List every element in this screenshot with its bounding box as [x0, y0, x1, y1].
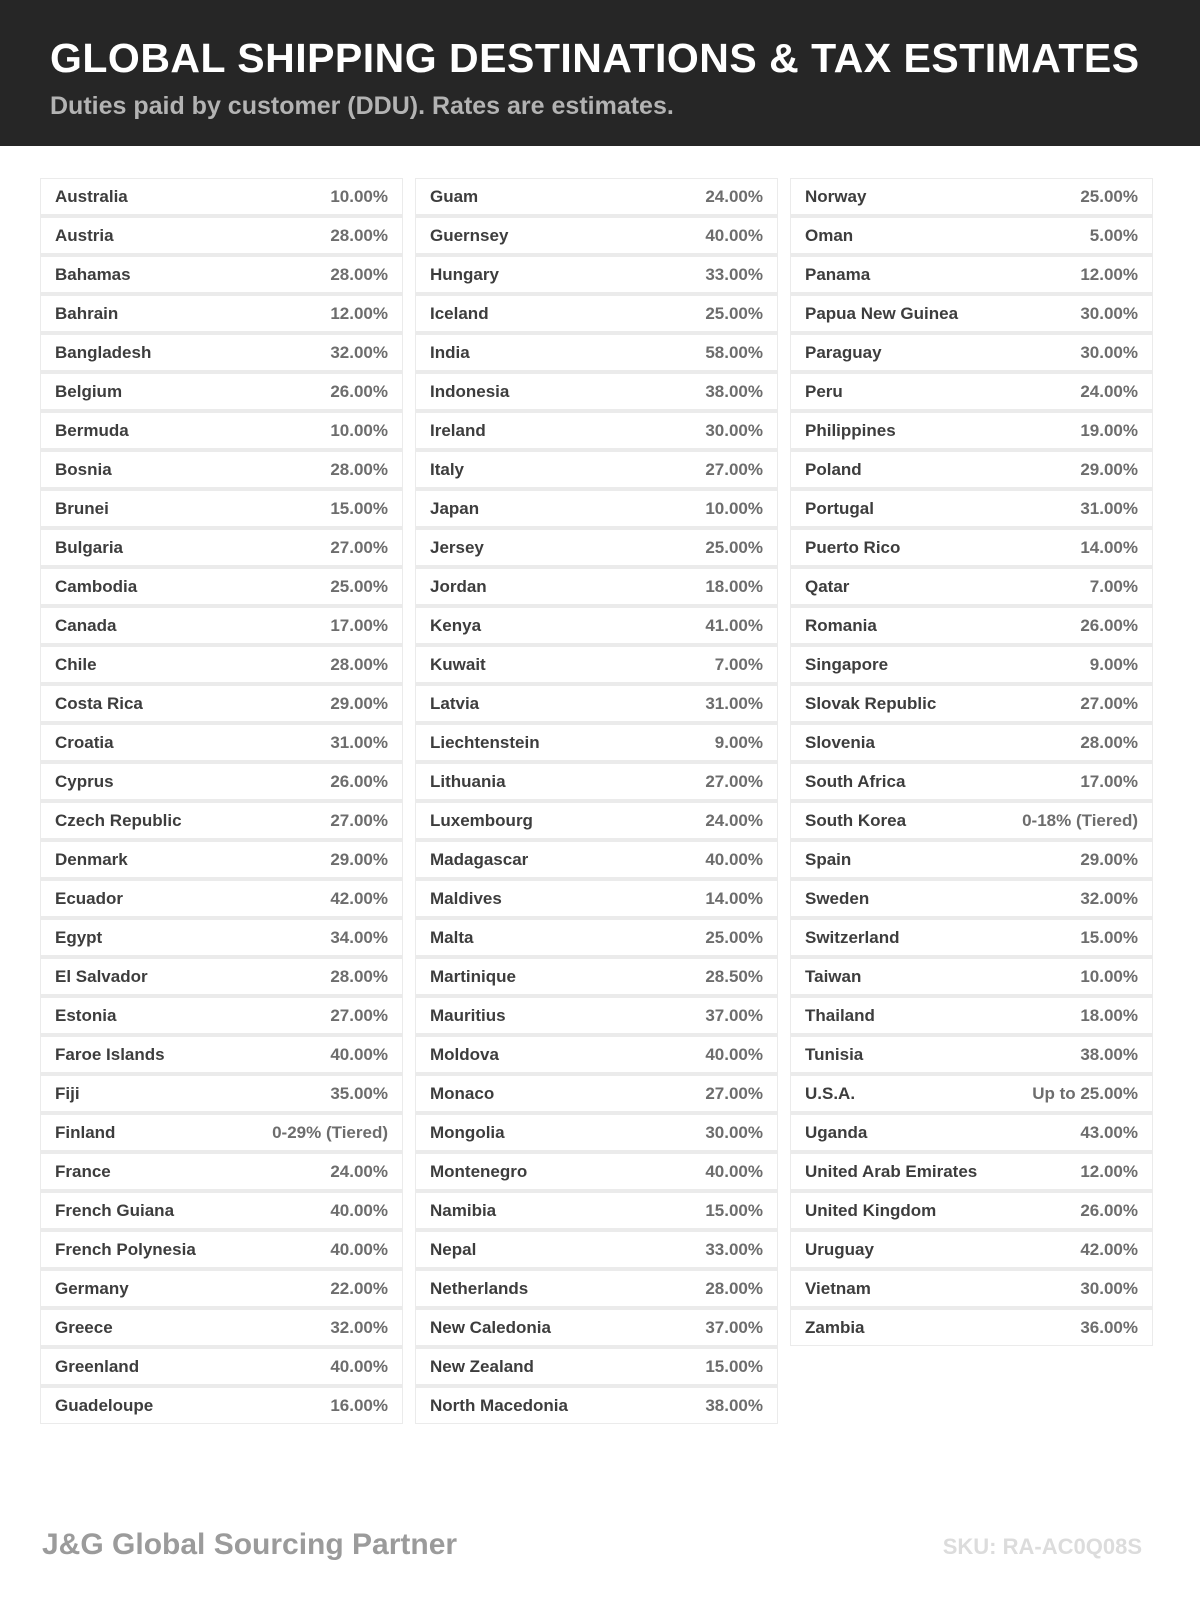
table-row — [41, 1076, 402, 1111]
tax-rate-value: 9.00% — [714, 732, 763, 752]
tax-rate-value: 31.00% — [330, 732, 388, 752]
tax-rate-value: 40.00% — [330, 1200, 388, 1220]
country-name: Finland — [55, 1122, 116, 1142]
tax-rate-value: 17.00% — [330, 615, 388, 635]
country-name: Switzerland — [805, 927, 900, 947]
tax-rate-value: 25.00% — [705, 303, 763, 323]
table-row — [416, 1271, 777, 1306]
table-row — [416, 647, 777, 682]
country-name: Zambia — [805, 1317, 865, 1337]
table-row — [416, 218, 777, 253]
page-subtitle: Duties paid by customer (DDU). Rates are estimates. — [50, 92, 674, 120]
table-row — [416, 413, 777, 448]
tax-rate-value: 26.00% — [330, 771, 388, 791]
table-row — [416, 1349, 777, 1384]
tax-rate-value: 29.00% — [330, 693, 388, 713]
tax-rate-value: 41.00% — [705, 615, 763, 635]
tax-rate-value: 38.00% — [705, 1395, 763, 1415]
tax-rate-value: 40.00% — [705, 225, 763, 245]
tax-rate-value: 32.00% — [330, 1317, 388, 1337]
tax-rate-value: 30.00% — [1080, 303, 1138, 323]
tax-rate-value: 26.00% — [1080, 1200, 1138, 1220]
tax-rate-value: 58.00% — [705, 342, 763, 362]
tax-rate-value: 12.00% — [1080, 264, 1138, 284]
table-row — [41, 1349, 402, 1384]
table-row — [416, 1037, 777, 1072]
country-name: New Caledonia — [430, 1317, 551, 1337]
country-name: Mongolia — [430, 1122, 505, 1142]
tax-rate-value: 22.00% — [330, 1278, 388, 1298]
table-row — [416, 1076, 777, 1111]
country-name: French Guiana — [55, 1200, 175, 1220]
tax-rate-value: 31.00% — [1080, 498, 1138, 518]
country-name: Bulgaria — [55, 537, 124, 557]
country-name: Romania — [805, 615, 877, 635]
country-name: Paraguay — [805, 342, 882, 362]
table-row — [416, 1154, 777, 1189]
tax-rate-value: 24.00% — [705, 186, 763, 206]
country-name: Slovak Republic — [805, 693, 937, 713]
tax-rate-value: 15.00% — [1080, 927, 1138, 947]
table-row — [416, 374, 777, 409]
country-name: Bosnia — [55, 459, 112, 479]
country-name: Bermuda — [55, 420, 129, 440]
page-title: GLOBAL SHIPPING DESTINATIONS & TAX ESTIMATES — [50, 35, 1140, 81]
country-name: Namibia — [430, 1200, 497, 1220]
table-row — [41, 1388, 402, 1423]
country-name: Kenya — [430, 615, 482, 635]
table-row — [791, 530, 1152, 565]
tax-rate-table — [0, 178, 1200, 1424]
country-name: Bangladesh — [55, 342, 152, 362]
country-name: Jordan — [430, 576, 487, 596]
tax-rate-value: 7.00% — [1089, 576, 1138, 596]
tax-rate-value: 40.00% — [705, 1161, 763, 1181]
tax-rate-value: 26.00% — [330, 381, 388, 401]
page-footer — [0, 1528, 1200, 1562]
table-row — [41, 1193, 402, 1228]
table-row — [41, 296, 402, 331]
tax-rate-value: 17.00% — [1080, 771, 1138, 791]
tax-rate-value: 12.00% — [1080, 1161, 1138, 1181]
country-name: Uruguay — [805, 1239, 874, 1259]
country-name: Nepal — [430, 1239, 477, 1259]
table-row — [791, 1076, 1152, 1111]
table-row — [416, 1193, 777, 1228]
tax-rate-value: 40.00% — [330, 1356, 388, 1376]
country-name: Norway — [805, 186, 867, 206]
tax-rate-value: 19.00% — [1080, 420, 1138, 440]
table-row — [416, 569, 777, 604]
country-name: Greece — [55, 1317, 113, 1337]
country-name: Cyprus — [55, 771, 114, 791]
country-name: Malta — [430, 927, 474, 947]
country-name: Estonia — [55, 1005, 117, 1025]
tax-rate-value: 40.00% — [330, 1239, 388, 1259]
table-row — [416, 803, 777, 838]
table-row — [416, 686, 777, 721]
table-row — [791, 764, 1152, 799]
country-name: United Arab Emirates — [805, 1161, 978, 1181]
tax-rate-value: 15.00% — [705, 1200, 763, 1220]
country-name: Luxembourg — [430, 810, 533, 830]
country-name: Moldova — [430, 1044, 499, 1064]
tax-rate-value: 27.00% — [705, 459, 763, 479]
country-name: Guadeloupe — [55, 1395, 154, 1415]
country-name: Bahrain — [55, 303, 119, 323]
tax-rate-value: 32.00% — [1080, 888, 1138, 908]
table-row — [791, 725, 1152, 760]
tax-rate-value: 5.00% — [1089, 225, 1138, 245]
country-name: France — [55, 1161, 111, 1181]
table-row — [41, 218, 402, 253]
tax-rate-value: 35.00% — [330, 1083, 388, 1103]
country-name: Germany — [55, 1278, 129, 1298]
table-row — [416, 1388, 777, 1423]
table-column-3 — [790, 178, 1153, 1346]
tax-rate-value: 37.00% — [705, 1005, 763, 1025]
table-row — [41, 725, 402, 760]
tax-rate-value: 25.00% — [1080, 186, 1138, 206]
country-name: Maldives — [430, 888, 502, 908]
table-row — [791, 218, 1152, 253]
country-name: Cambodia — [55, 576, 138, 596]
table-row — [791, 452, 1152, 487]
table-row — [791, 647, 1152, 682]
table-row — [41, 1115, 402, 1150]
tax-rate-value: Up to 25.00% — [1032, 1083, 1138, 1103]
country-name: Iceland — [430, 303, 489, 323]
tax-rate-value: 15.00% — [330, 498, 388, 518]
country-name: Kuwait — [430, 654, 486, 674]
tax-rate-value: 29.00% — [1080, 849, 1138, 869]
table-row — [791, 179, 1152, 214]
tax-rate-value: 30.00% — [705, 420, 763, 440]
table-row — [791, 959, 1152, 994]
tax-rate-value: 32.00% — [330, 342, 388, 362]
table-row — [416, 452, 777, 487]
tax-rate-value: 7.00% — [714, 654, 763, 674]
country-name: Egypt — [55, 927, 103, 947]
tax-rate-value: 9.00% — [1089, 654, 1138, 674]
sku-label: SKU: RA-AC0Q08S — [942, 1534, 1142, 1559]
tax-rate-value: 28.00% — [330, 225, 388, 245]
country-name: Latvia — [430, 693, 480, 713]
country-name: Guernsey — [430, 225, 509, 245]
tax-rate-value: 34.00% — [330, 927, 388, 947]
country-name: Portugal — [805, 498, 874, 518]
country-name: Madagascar — [430, 849, 529, 869]
tax-rate-value: 27.00% — [705, 1083, 763, 1103]
tax-rate-value: 38.00% — [1080, 1044, 1138, 1064]
tax-rate-value: 10.00% — [1080, 966, 1138, 986]
tax-rate-value: 12.00% — [330, 303, 388, 323]
country-name: Japan — [430, 498, 480, 518]
tax-rate-value: 28.00% — [330, 264, 388, 284]
country-name: New Zealand — [430, 1356, 534, 1376]
table-row — [41, 374, 402, 409]
country-name: Panama — [805, 264, 871, 284]
table-row — [791, 374, 1152, 409]
country-name: Czech Republic — [55, 810, 182, 830]
country-name: Monaco — [430, 1083, 495, 1103]
tax-rate-value: 38.00% — [705, 381, 763, 401]
table-row — [791, 1115, 1152, 1150]
tax-rate-value: 24.00% — [705, 810, 763, 830]
country-name: Qatar — [805, 576, 850, 596]
tax-rate-value: 24.00% — [1080, 381, 1138, 401]
tax-rate-value: 14.00% — [705, 888, 763, 908]
tax-rate-value: 25.00% — [705, 537, 763, 557]
table-row — [416, 881, 777, 916]
table-row — [41, 413, 402, 448]
country-name: Puerto Rico — [805, 537, 901, 557]
country-name: U.S.A. — [805, 1083, 856, 1103]
table-row — [791, 491, 1152, 526]
table-row — [791, 569, 1152, 604]
country-name: Singapore — [805, 654, 889, 674]
country-name: Ecuador — [55, 888, 124, 908]
country-name: South Korea — [805, 810, 907, 830]
table-row — [791, 1193, 1152, 1228]
country-name: Denmark — [55, 849, 128, 869]
brand-name: J&G Global Sourcing Partner — [42, 1528, 458, 1561]
country-name: India — [430, 342, 470, 362]
tax-rate-value: 30.00% — [1080, 342, 1138, 362]
tax-rate-value: 28.50% — [705, 966, 763, 986]
tax-rate-value: 18.00% — [1080, 1005, 1138, 1025]
table-row — [416, 530, 777, 565]
country-name: Vietnam — [805, 1278, 871, 1298]
table-row — [41, 1310, 402, 1345]
country-name: Poland — [805, 459, 862, 479]
country-name: Jersey — [430, 537, 484, 557]
table-row — [41, 1154, 402, 1189]
table-row — [41, 842, 402, 877]
tax-rate-value: 25.00% — [705, 927, 763, 947]
tax-rate-value: 27.00% — [330, 537, 388, 557]
tax-rate-value: 24.00% — [330, 1161, 388, 1181]
table-row — [41, 257, 402, 292]
tax-rate-value: 42.00% — [330, 888, 388, 908]
tax-rate-value: 15.00% — [705, 1356, 763, 1376]
country-name: Netherlands — [430, 1278, 529, 1298]
table-row — [416, 491, 777, 526]
table-row — [41, 881, 402, 916]
country-name: Brunei — [55, 498, 109, 518]
country-name: Oman — [805, 225, 854, 245]
tax-rate-value: 29.00% — [1080, 459, 1138, 479]
tax-rate-value: 25.00% — [330, 576, 388, 596]
table-row — [416, 1115, 777, 1150]
table-row — [41, 764, 402, 799]
tax-rate-value: 42.00% — [1080, 1239, 1138, 1259]
tax-rate-value: 28.00% — [330, 459, 388, 479]
tax-rate-value: 28.00% — [330, 654, 388, 674]
country-name: Peru — [805, 381, 843, 401]
tax-rate-value: 40.00% — [705, 849, 763, 869]
country-name: El Salvador — [55, 966, 148, 986]
table-row — [791, 1271, 1152, 1306]
country-name: Philippines — [805, 420, 896, 440]
country-name: Ireland — [430, 420, 486, 440]
table-row — [791, 881, 1152, 916]
country-name: Bahamas — [55, 264, 131, 284]
country-name: Fiji — [55, 1083, 80, 1103]
tax-rate-value: 27.00% — [330, 1005, 388, 1025]
table-row — [791, 1232, 1152, 1267]
country-name: Thailand — [805, 1005, 875, 1025]
table-row — [41, 998, 402, 1033]
table-row — [41, 1037, 402, 1072]
tax-rate-value: 0-18% (Tiered) — [1022, 810, 1138, 830]
table-row — [41, 179, 402, 214]
country-name: Liechtenstein — [430, 732, 540, 752]
table-row — [791, 608, 1152, 643]
country-name: Chile — [55, 654, 97, 674]
table-row — [791, 998, 1152, 1033]
tax-rate-value: 10.00% — [330, 186, 388, 206]
country-name: Austria — [55, 225, 114, 245]
table-row — [416, 608, 777, 643]
table-row — [41, 686, 402, 721]
table-column-2 — [415, 178, 778, 1424]
country-name: Lithuania — [430, 771, 506, 791]
table-row — [416, 842, 777, 877]
tax-rate-value: 36.00% — [1080, 1317, 1138, 1337]
table-row — [41, 1232, 402, 1267]
country-name: South Africa — [805, 771, 906, 791]
table-row — [416, 920, 777, 955]
tax-rate-value: 31.00% — [705, 693, 763, 713]
table-row — [416, 296, 777, 331]
country-name: Uganda — [805, 1122, 868, 1142]
country-name: United Kingdom — [805, 1200, 937, 1220]
tax-rate-value: 33.00% — [705, 1239, 763, 1259]
country-name: Canada — [55, 615, 117, 635]
tax-rate-value: 0-29% (Tiered) — [272, 1122, 388, 1142]
table-row — [791, 920, 1152, 955]
country-name: Hungary — [430, 264, 499, 284]
table-row — [791, 803, 1152, 838]
country-name: Papua New Guinea — [805, 303, 959, 323]
country-name: Indonesia — [430, 381, 510, 401]
table-row — [41, 803, 402, 838]
country-name: Australia — [55, 186, 128, 206]
country-name: Costa Rica — [55, 693, 143, 713]
table-row — [41, 647, 402, 682]
country-name: Faroe Islands — [55, 1044, 165, 1064]
tax-rate-value: 40.00% — [330, 1044, 388, 1064]
tax-rate-value: 28.00% — [1080, 732, 1138, 752]
tax-rate-value: 43.00% — [1080, 1122, 1138, 1142]
table-row — [416, 764, 777, 799]
table-row — [41, 569, 402, 604]
table-row — [41, 920, 402, 955]
table-row — [41, 491, 402, 526]
country-name: Tunisia — [805, 1044, 864, 1064]
country-name: Italy — [430, 459, 465, 479]
country-name: French Polynesia — [55, 1239, 196, 1259]
tax-rate-value: 33.00% — [705, 264, 763, 284]
table-row — [416, 725, 777, 760]
tax-rate-value: 18.00% — [705, 576, 763, 596]
page-header — [0, 0, 1200, 146]
country-name: Greenland — [55, 1356, 140, 1376]
country-name: Sweden — [805, 888, 870, 908]
tax-rate-value: 28.00% — [330, 966, 388, 986]
table-column-1 — [40, 178, 403, 1424]
table-row — [41, 1271, 402, 1306]
tax-rate-value: 29.00% — [330, 849, 388, 869]
table-row — [791, 842, 1152, 877]
tax-rate-value: 16.00% — [330, 1395, 388, 1415]
country-name: Martinique — [430, 966, 516, 986]
country-name: Croatia — [55, 732, 114, 752]
table-row — [416, 959, 777, 994]
country-name: Guam — [430, 186, 479, 206]
tax-rate-value: 28.00% — [705, 1278, 763, 1298]
table-row — [41, 530, 402, 565]
table-row — [41, 452, 402, 487]
table-row — [416, 998, 777, 1033]
country-name: Mauritius — [430, 1005, 506, 1025]
table-row — [416, 1310, 777, 1345]
tax-rate-value: 30.00% — [1080, 1278, 1138, 1298]
table-row — [791, 686, 1152, 721]
table-row — [416, 257, 777, 292]
country-name: Slovenia — [805, 732, 875, 752]
country-name: Spain — [805, 849, 852, 869]
tax-rate-value: 27.00% — [705, 771, 763, 791]
table-row — [791, 296, 1152, 331]
table-row — [416, 335, 777, 370]
table-row — [791, 257, 1152, 292]
table-row — [791, 413, 1152, 448]
tax-rate-value: 40.00% — [705, 1044, 763, 1064]
tax-rate-value: 14.00% — [1080, 537, 1138, 557]
tax-rate-value: 30.00% — [705, 1122, 763, 1142]
table-row — [416, 1232, 777, 1267]
tax-rate-value: 10.00% — [330, 420, 388, 440]
country-name: Taiwan — [805, 966, 862, 986]
tax-rate-value: 26.00% — [1080, 615, 1138, 635]
tax-rate-value: 10.00% — [705, 498, 763, 518]
tax-rate-value: 27.00% — [330, 810, 388, 830]
country-name: Montenegro — [430, 1161, 528, 1181]
table-row — [416, 179, 777, 214]
table-row — [791, 1154, 1152, 1189]
tax-rate-value: 27.00% — [1080, 693, 1138, 713]
table-row — [41, 608, 402, 643]
table-row — [791, 335, 1152, 370]
country-name: Belgium — [55, 381, 123, 401]
tax-rate-value: 37.00% — [705, 1317, 763, 1337]
country-name: North Macedonia — [430, 1395, 568, 1415]
table-row — [41, 959, 402, 994]
table-row — [791, 1037, 1152, 1072]
table-row — [41, 335, 402, 370]
table-row — [791, 1310, 1152, 1345]
